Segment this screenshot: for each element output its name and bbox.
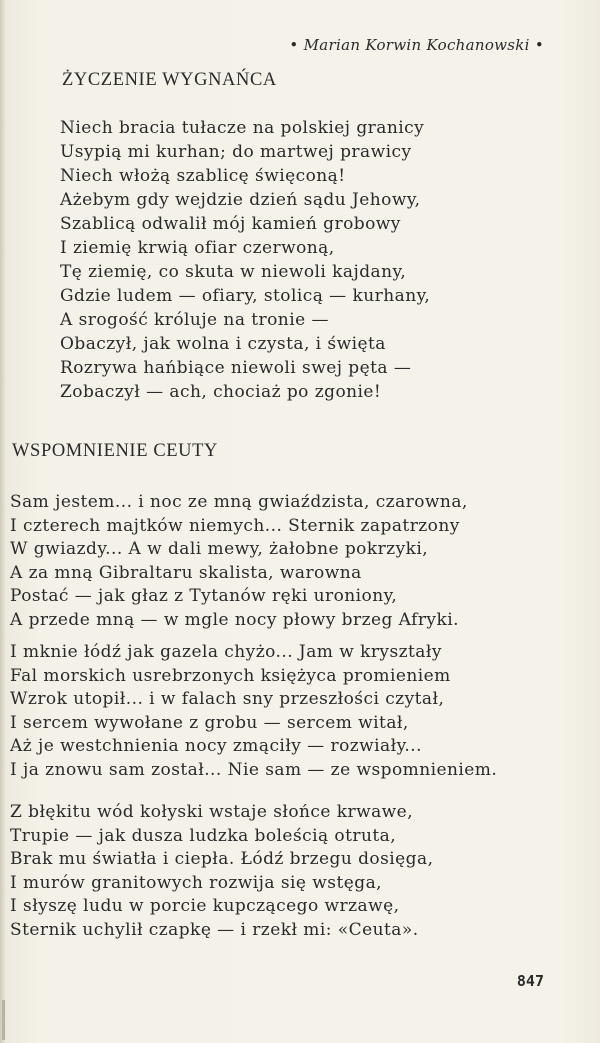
poem-line: I mknie łódź jak gazela chyżo... Jam w kryształy: [10, 642, 442, 662]
poem-line: Aż je westchnienia nocy zmąciły — rozwiały...: [10, 736, 422, 756]
poem-line: A za mną Gibraltaru skalista, warowna: [10, 562, 362, 583]
poem-line: Ażebym gdy wejdzie dzień sądu Jehowy,: [60, 190, 421, 210]
poem-title: ŻYCZENIE WYGNAŃCA: [62, 70, 277, 90]
poem-line: Sternik uchylił czapkę — i rzekł mi: «Ceuta».: [10, 919, 419, 940]
poem-line: Gdzie ludem — ofiary, stolicą — kurhany,: [60, 286, 431, 306]
poem-line: Sam jestem... i noc ze mną gwiaździsta, czarowna,: [10, 492, 468, 512]
poem-line: Z błękitu wód kołyski wstaje słońce krwawe,: [10, 802, 414, 822]
poem-line: I czterech majtków niemych... Sternik zapatrzony: [10, 515, 460, 536]
poem-line: I słyszę ludu w porcie kupczącego wrzawę,: [10, 896, 400, 916]
poem-line: Wzrok utopił... i w falach sny przeszłości czytał,: [10, 689, 445, 709]
page-number: 847: [516, 972, 544, 990]
poem-line: Usypią mi kurhan; do martwej prawicy: [60, 142, 412, 162]
poem-line: I sercem wywołane z grobu — sercem witał,: [10, 712, 409, 733]
poem-line: I murów granitowych rozwija się wstęga,: [10, 872, 383, 893]
poem-line: Obaczył, jak wolna i czysta, i święta: [60, 334, 386, 354]
poem-line: Brak mu światła i ciepła. Łódź brzegu dosięga,: [10, 849, 434, 869]
spine-shadow: [0, 0, 6, 1043]
running-head: • Marian Korwin Kochanowski •: [289, 36, 544, 54]
poem-line: I ziemię krwią ofiar czerwoną,: [60, 238, 335, 258]
poem-line: Tę ziemię, co skuta w niewoli kajdany,: [60, 262, 407, 282]
page-edge-mark: [2, 1000, 5, 1040]
poem-line: Niech bracia tułacze na polskiej granicy: [60, 118, 425, 138]
poem-line: A srogość króluje na tronie —: [60, 310, 329, 330]
poem-line: Zobaczył — ach, chociaż po zgonie!: [60, 382, 382, 402]
poem-line: I ja znowu sam został... Nie sam — ze wspomnieniem.: [10, 759, 498, 780]
poem-line: Postać — jak głaz z Tytanów ręki uroniony,: [10, 586, 398, 606]
poem-line: Rozrywa hańbiące niewoli swej pęta —: [60, 358, 412, 378]
poem-line: Niech włożą szablicę święconą!: [60, 166, 346, 186]
poem-line: Fal morskich usrebrzonych księżyca promieniem: [10, 665, 451, 686]
poem-title: WSPOMNIENIE CEUTY: [12, 441, 218, 461]
poem-line: Trupie — jak dusza ludzka boleścią otruta,: [10, 825, 397, 846]
poem-line: W gwiazdy... A w dali mewy, żałobne pokrzyki,: [10, 539, 429, 559]
poem-line: Szablicą odwalił mój kamień grobowy: [60, 214, 401, 234]
poem-line: A przede mną — w mgle nocy płowy brzeg Afryki.: [10, 609, 459, 630]
